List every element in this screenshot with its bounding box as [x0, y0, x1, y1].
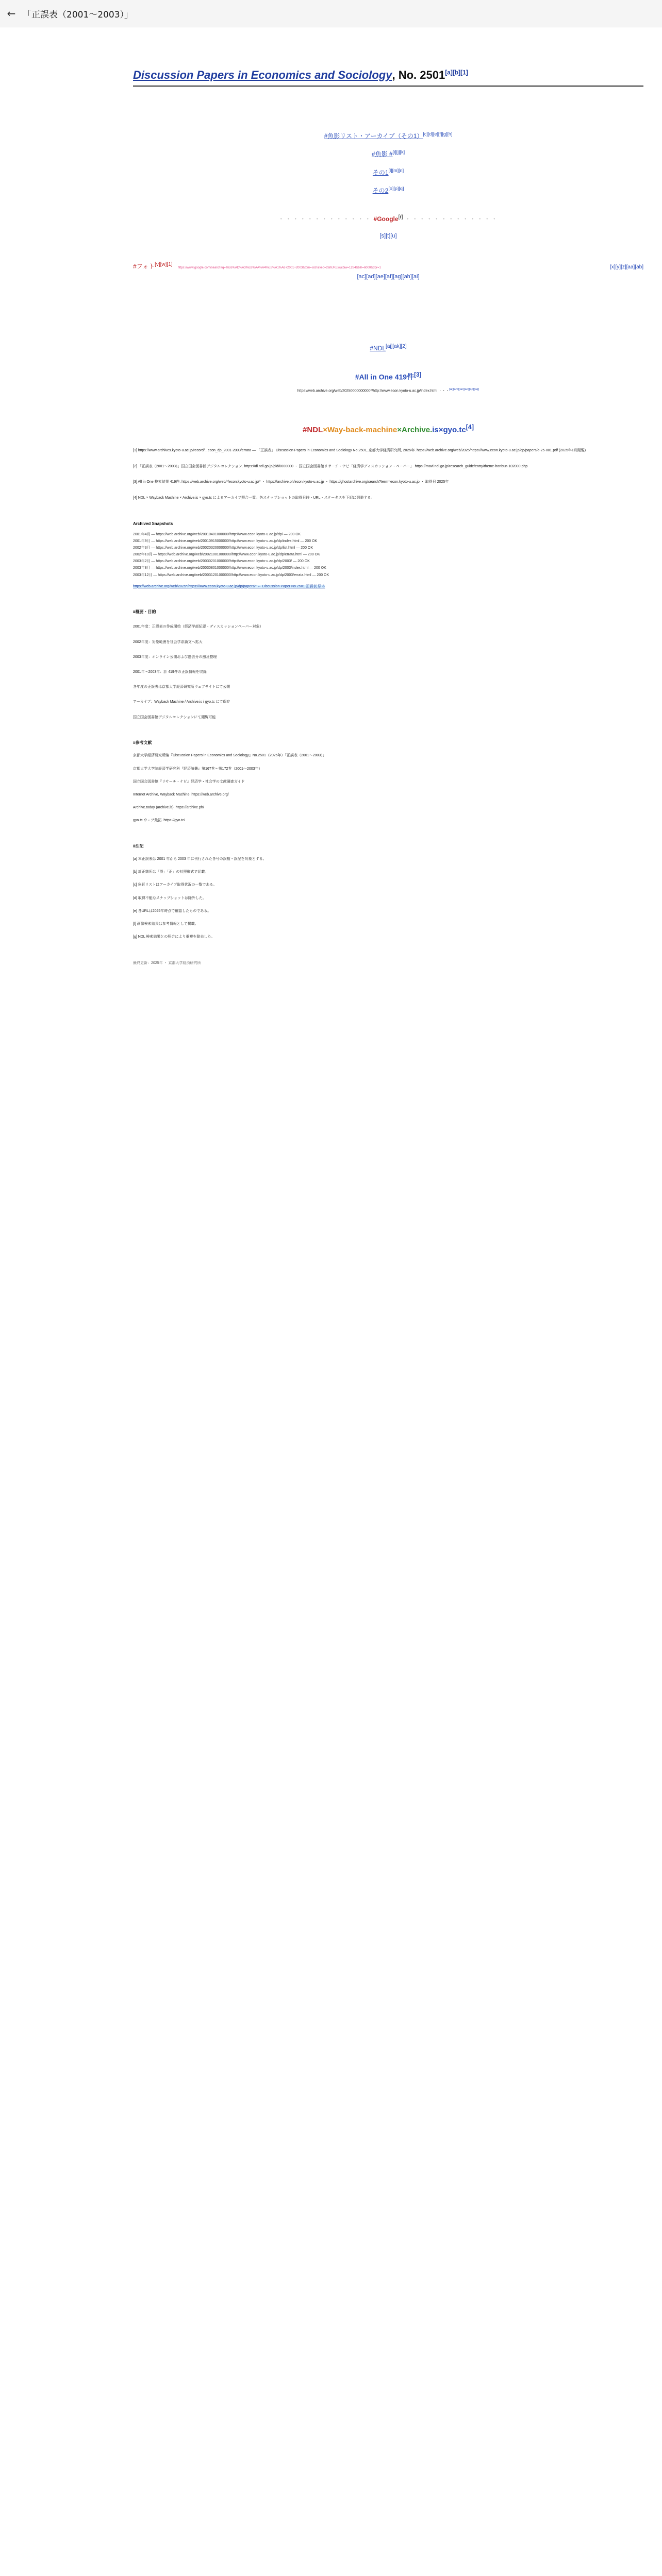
section-heading: #概要・目的 — [133, 609, 156, 614]
snapshot-row[interactable]: 2001年4月 — https://web.archive.org/web/20010401000000/http://www.econ.kyoto-u.ac.jp/dp/ — 200 OK — [133, 532, 301, 536]
snapshot-row[interactable]: 2003年12月 — https://web.archive.org/web/20031201000000/http://www.econ.kyoto-u.ac.jp/dp/2003/errata.html — 200 OK — [133, 573, 329, 577]
page-title — [133, 67, 643, 83]
ndl-link[interactable]: #NDL — [370, 345, 386, 352]
photo-sub-refs[interactable]: [ac][ad][ae][af][ag][ah][ai] — [357, 274, 420, 280]
footnote-entry: [3] All in One 検索結果 419件. https://web.archive.org/web/*/econ.kyoto-u.ac.jp/* ・ https://archive.ph/econ.kyoto-u.ac.jp ・ https://ghostarchive.org/search?term=econ.kyoto-u.ac.jp ・ 取得日 2025年 — [133, 480, 449, 484]
gyotaku-label[interactable]: is×gyo.tc — [432, 426, 466, 435]
archive-url[interactable]: https://web.archive.org/web/20250000000000*/http://www.econ.kyoto-u.ac.jp/index.html ・・・ — [297, 388, 450, 393]
footnote-entry: [4] NDL × Wayback Machine × Archive.is × gyo.tc によるアーカイブ照合一覧。各スナップショットの取得日時・URL・ステータスを下記に列挙する。 — [133, 496, 375, 500]
page-footer: 最終更新：2025年 ・ 京都大学経済研究所 — [133, 961, 201, 965]
back-button[interactable] — [0, 2, 23, 25]
app-bar — [0, 0, 662, 27]
title-number: , No. 2501 — [392, 69, 445, 81]
reference-item: 国立国会図書館『リサーチ・ナビ』経済学・社会学の文献調査ガイド — [133, 779, 245, 784]
snapshot-row[interactable]: 2003年8月 — https://web.archive.org/web/20030801000000/http://www.econ.kyoto-u.ac.jp/dp/2003/index.html — 200 OK — [133, 566, 326, 570]
note-item: [g] NDL 検索結果との照合により重複を除去した。 — [133, 935, 215, 939]
all-in-one-url — [133, 387, 643, 394]
divider-dots: ・・・・・・・・・・・・・ — [278, 215, 372, 223]
part2-link[interactable]: その2 — [372, 187, 389, 195]
google-section — [133, 214, 643, 224]
footnote-entry: [2] 「正誤表（2001～2003）」国立国会図書館デジタルコレクション. https://dl.ndl.go.jp/pid/0000000 ・ 国立国会図書館リサーチ・ナビ「経済学ディスカッション・ペーパー」 https://rnavi.ndl.go.jp/research_guide/entry/theme-honbun-102000.php — [133, 464, 528, 468]
footnote-ref[interactable]: [al][am][an][ao][ap][aq] — [449, 387, 479, 391]
list-item: 各年度の正誤表は京都大学経済研究所ウェブサイトにて公開 — [133, 685, 230, 689]
footnote-ref[interactable]: [3] — [414, 371, 422, 378]
footnote-ref[interactable]: [v][w][1] — [155, 261, 173, 267]
footnote-ref[interactable]: [o][p][q] — [388, 186, 404, 192]
archive-sources-heading — [133, 422, 643, 436]
section-heading: #参考文献 — [133, 740, 152, 745]
list-item: 2003年度：オンライン公開および過去分の遡及整理 — [133, 655, 217, 659]
document-body — [133, 46, 643, 974]
note-item: [f] 画像検索結果は参考情報として掲載。 — [133, 922, 198, 926]
highlighted-link[interactable]: https://web.archive.org/web/2025*/https://www.econ.kyoto-u.ac.jp/dp/papers/* ← Discussion Paper No.2501 正誤表 原本 — [133, 584, 325, 588]
title-link[interactable]: Discussion Papers in Economics and Sociology — [133, 69, 392, 81]
references-section — [133, 740, 643, 824]
wayback-label[interactable]: ×Way-back-machine — [323, 426, 398, 435]
snapshot-row[interactable]: 2002年10月 — https://web.archive.org/web/20021001000000/http://www.econ.kyoto-u.ac.jp/dp/errata.html — 200 OK — [133, 553, 320, 557]
list-item: 2002年度：対象範囲を社会学系論文へ拡大 — [133, 640, 203, 644]
title-divider — [133, 86, 643, 87]
notes-section — [133, 843, 643, 940]
footnote-list — [133, 448, 643, 501]
title-footnote[interactable]: [a][b][1] — [445, 69, 468, 76]
archive-is-label[interactable]: ×Archive. — [397, 426, 433, 435]
google-link[interactable]: #Google — [373, 215, 399, 223]
section-heading: Archived Snapshots — [133, 521, 173, 527]
google-sub-refs[interactable]: [s][t][u] — [379, 232, 397, 239]
fish-list-nav — [133, 131, 643, 196]
footnote-ref[interactable]: [l][m][n] — [388, 167, 404, 173]
arrow-left-icon: ← — [7, 7, 16, 20]
footnote-ref[interactable]: [c][d][e][f][g][h] — [423, 131, 453, 137]
note-item: [d] 取得不能なスナップショットは除外した。 — [133, 896, 207, 900]
note-item: [e] 各URLは2025年時点で確認したものである。 — [133, 909, 211, 913]
photo-section — [133, 261, 643, 272]
reference-item[interactable]: Internet Archive, Wayback Machine. https://web.archive.org/ — [133, 792, 229, 796]
all-in-one-link[interactable]: #All in One 419件 — [355, 372, 415, 381]
footnote-ref[interactable]: [i][j][k] — [392, 149, 405, 155]
list-item: アーカイブ：Wayback Machine / Archive.is / gyo.tc にて保存 — [133, 700, 230, 704]
fish-tag-link[interactable]: #魚影 # — [371, 150, 393, 158]
list-item: 2001年～2003年：計 419件の正誤情報を収録 — [133, 670, 207, 674]
footnote-ref[interactable]: [aj][ak][2] — [386, 344, 407, 350]
snapshot-row[interactable]: 2003年2月 — https://web.archive.org/web/20030201000000/http://www.econ.kyoto-u.ac.jp/dp/2003/ — 200 OK — [133, 560, 310, 564]
photo-link[interactable]: #フォト — [133, 262, 155, 270]
snapshot-row[interactable]: 2001年9月 — https://web.archive.org/web/20010915000000/http://www.econ.kyoto-u.ac.jp/dp/index.html — 200 OK — [133, 539, 318, 543]
reference-item: 京都大学大学院経済学研究科『経済論叢』第167巻～第172巻（2001～2003年） — [133, 767, 262, 771]
part1-link[interactable]: その1 — [372, 168, 389, 176]
fish-list-archive-link[interactable]: #魚影リスト・アーカイブ（その1） — [324, 132, 423, 140]
footnote-ref[interactable]: [4] — [466, 423, 474, 431]
list-item: 2001年度：正誤表の作成開始（経済学部紀要・ディスカッションペーパー対象） — [133, 625, 263, 629]
ndl-label[interactable]: #NDL — [303, 426, 323, 435]
reference-item[interactable]: Archive.today (archive.is). https://archive.ph/ — [133, 806, 204, 810]
archive-snapshots — [133, 521, 643, 589]
footnote-ref[interactable]: [r] — [398, 214, 403, 221]
note-item: [b] 訂正箇所は「誤」「正」の対照形式で記載。 — [133, 870, 209, 874]
ndl-section — [133, 343, 643, 353]
image-search-url[interactable]: https://www.google.com/search?q=%E6%AD%A3%E8%AA%A4%E8%A1%A8+2001+2003&tbm=isch&ved=2ahUKEwj&biw=1284&bih=6000&dpr=1 — [177, 266, 381, 269]
divider-dots: ・・・・・・・・・・・・・ — [404, 215, 499, 223]
section-heading: #注記 — [133, 843, 144, 849]
reference-item[interactable]: gyo.tc ウェブ魚拓. https://gyo.tc/ — [133, 819, 185, 823]
summary-section — [133, 609, 643, 720]
list-item: 国立国会図書館デジタルコレクションにて閲覧可能 — [133, 715, 216, 719]
photo-refs[interactable]: [x][y][z][aa][ab] — [609, 264, 643, 270]
note-item: [a] 本正誤表は 2001 年から 2003 年に刊行された各号の誤植・誤記を対象とする。 — [133, 857, 267, 861]
all-in-one-heading — [133, 371, 643, 382]
snapshot-row[interactable]: 2002年3月 — https://web.archive.org/web/20020320000000/http://www.econ.kyoto-u.ac.jp/dp/list.html — 200 OK — [133, 546, 313, 550]
reference-item: 京都大学経済研究所編『Discussion Papers in Economics and Sociology』No.2501（2025年）「正誤表（2001～2003）」 — [133, 754, 326, 758]
window-title: 「正誤表（2001～2003）」 — [23, 9, 134, 20]
footnote-entry: [1] https://www.archives.kyoto-u.ac.jp/record/...econ_dp_2001-2003/errata — 「正誤表」 Discussion Papers in Economics and Sociology No.2501, 京都大学経済研究所, 2025年. https://web.archive.org/web/2025/https://www.econ.kyoto-u.ac.jp/dp/papers/e-25-001.pdf (2025年1月閲覧) — [133, 448, 586, 452]
note-item: [c] 魚影リストはアーカイブ取得状況の一覧である。 — [133, 883, 217, 887]
